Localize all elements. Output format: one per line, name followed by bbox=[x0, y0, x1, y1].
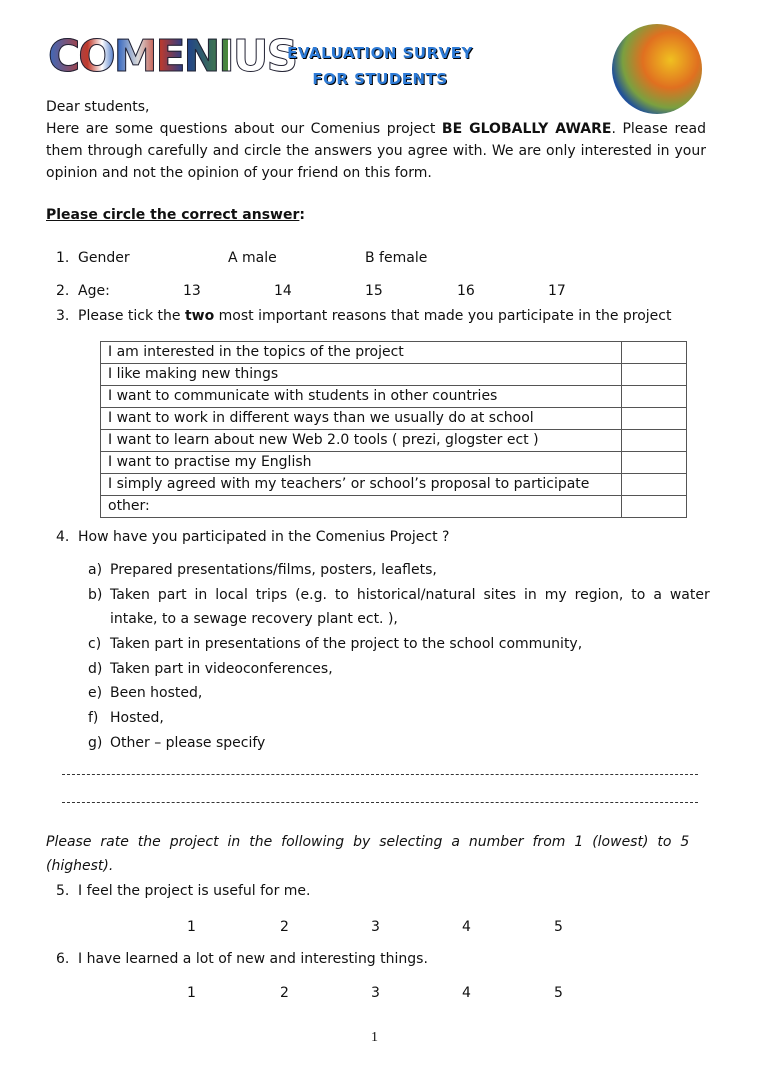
age-option[interactable]: 16 bbox=[457, 283, 475, 299]
tick-box[interactable] bbox=[622, 364, 687, 386]
answer-line[interactable] bbox=[62, 802, 698, 803]
rating-option[interactable]: 5 bbox=[554, 985, 563, 1001]
rating-instruction-continued: (highest). bbox=[46, 858, 114, 874]
tick-box[interactable] bbox=[622, 452, 687, 474]
table-row bbox=[101, 430, 687, 452]
item-letter: a) bbox=[88, 562, 103, 578]
q4-label: How have you participated in the Comenius Project ? bbox=[78, 529, 450, 545]
q1-number: 1. bbox=[56, 250, 70, 266]
participation-item[interactable]: Prepared presentations/films, posters, leaflets, bbox=[110, 562, 437, 578]
q3-label bbox=[78, 306, 671, 326]
instruction bbox=[46, 205, 305, 225]
q1-label: Gender bbox=[78, 250, 130, 266]
tick-box[interactable] bbox=[622, 430, 687, 452]
age-option[interactable]: 13 bbox=[183, 283, 201, 299]
q2-label: Age: bbox=[78, 283, 110, 299]
rating-option[interactable]: 4 bbox=[462, 919, 471, 935]
tick-box[interactable] bbox=[622, 474, 687, 496]
q4-number: 4. bbox=[56, 529, 70, 545]
survey-title-line1: EVALUATION SURVEY bbox=[287, 44, 473, 62]
gender-option-male[interactable]: A male bbox=[228, 250, 277, 266]
item-letter: d) bbox=[88, 661, 103, 677]
table-row bbox=[101, 408, 687, 430]
participation-item[interactable]: Been hosted, bbox=[110, 685, 203, 701]
table-row bbox=[101, 452, 687, 474]
table-row bbox=[101, 386, 687, 408]
reason-text: I want to learn about new Web 2.0 tools ( prezi, glogster ect ) bbox=[101, 430, 622, 452]
comenius-logo: COMENIUS bbox=[48, 31, 297, 82]
age-option[interactable]: 14 bbox=[274, 283, 292, 299]
reason-text: other: bbox=[101, 496, 622, 518]
q3-text-rest: most important reasons that made you participate in the project bbox=[214, 308, 672, 324]
item-letter: e) bbox=[88, 685, 103, 701]
tick-box[interactable] bbox=[622, 408, 687, 430]
q5-label: I feel the project is useful for me. bbox=[78, 883, 311, 899]
table-row bbox=[101, 474, 687, 496]
intro-paragraph bbox=[46, 118, 706, 184]
project-name: BE GLOBALLY AWARE bbox=[441, 121, 612, 137]
reason-text: I want to practise my English bbox=[101, 452, 622, 474]
participation-item[interactable]: Other – please specify bbox=[110, 735, 266, 751]
reason-text: I want to work in different ways than we usually do at school bbox=[101, 408, 622, 430]
reason-text: I want to communicate with students in other countries bbox=[101, 386, 622, 408]
item-letter: g) bbox=[88, 735, 103, 751]
q3-bold: two bbox=[184, 308, 215, 324]
rating-option[interactable]: 3 bbox=[371, 919, 380, 935]
participation-item[interactable]: Taken part in presentations of the project to the school community, bbox=[110, 636, 583, 652]
rating-option[interactable]: 2 bbox=[280, 985, 289, 1001]
tick-box[interactable] bbox=[622, 342, 687, 364]
reasons-table bbox=[100, 341, 687, 518]
greeting: Dear students, bbox=[46, 99, 150, 115]
table-row bbox=[101, 364, 687, 386]
rating-option[interactable]: 1 bbox=[187, 985, 196, 1001]
tick-box[interactable] bbox=[622, 386, 687, 408]
rating-option[interactable]: 1 bbox=[187, 919, 196, 935]
reason-text: I am interested in the topics of the project bbox=[101, 342, 622, 364]
table-row bbox=[101, 342, 687, 364]
answer-line[interactable] bbox=[62, 774, 698, 775]
age-option[interactable]: 17 bbox=[548, 283, 566, 299]
item-letter: f) bbox=[88, 710, 99, 726]
participation-item-continued: intake, to a sewage recovery plant ect. ), bbox=[110, 611, 398, 627]
table-row bbox=[101, 496, 687, 518]
tick-box[interactable] bbox=[622, 496, 687, 518]
instruction-colon: : bbox=[299, 207, 305, 223]
reason-text: I simply agreed with my teachers’ or school’s proposal to participate bbox=[101, 474, 622, 496]
q6-label: I have learned a lot of new and interesting things. bbox=[78, 951, 428, 967]
participation-item[interactable]: Taken part in videoconferences, bbox=[110, 661, 333, 677]
rating-instruction: Please rate the project in the following by selecting a number from 1 (lowest) to 5 bbox=[46, 834, 690, 850]
reason-text: I like making new things bbox=[101, 364, 622, 386]
survey-title-line2: FOR STUDENTS bbox=[312, 70, 448, 88]
q3-number: 3. bbox=[56, 308, 70, 324]
rating-option[interactable]: 2 bbox=[280, 919, 289, 935]
globally-aware-logo bbox=[612, 24, 702, 114]
q6-number: 6. bbox=[56, 951, 70, 967]
page-number: 1 bbox=[371, 1030, 378, 1045]
item-letter: b) bbox=[88, 587, 103, 603]
participation-item[interactable]: Hosted, bbox=[110, 710, 164, 726]
item-letter: c) bbox=[88, 636, 102, 652]
intro-text: Here are some questions about our Comenius project bbox=[46, 121, 442, 137]
intro-text-rest: . Please read them through carefully and circle the answers you agree with. We are only interested in your opinion and not the opinion of your friend on this form. bbox=[46, 121, 706, 181]
rating-option[interactable]: 3 bbox=[371, 985, 380, 1001]
instruction-label: Please circle the correct answer bbox=[46, 207, 300, 223]
rating-option[interactable]: 4 bbox=[462, 985, 471, 1001]
q2-number: 2. bbox=[56, 283, 70, 299]
q5-number: 5. bbox=[56, 883, 70, 899]
q3-text: Please tick the bbox=[78, 308, 185, 324]
participation-item[interactable]: Taken part in local trips (e.g. to historical/natural sites in my region, to a water bbox=[110, 587, 710, 603]
gender-option-female[interactable]: B female bbox=[365, 250, 428, 266]
age-option[interactable]: 15 bbox=[365, 283, 383, 299]
rating-option[interactable]: 5 bbox=[554, 919, 563, 935]
